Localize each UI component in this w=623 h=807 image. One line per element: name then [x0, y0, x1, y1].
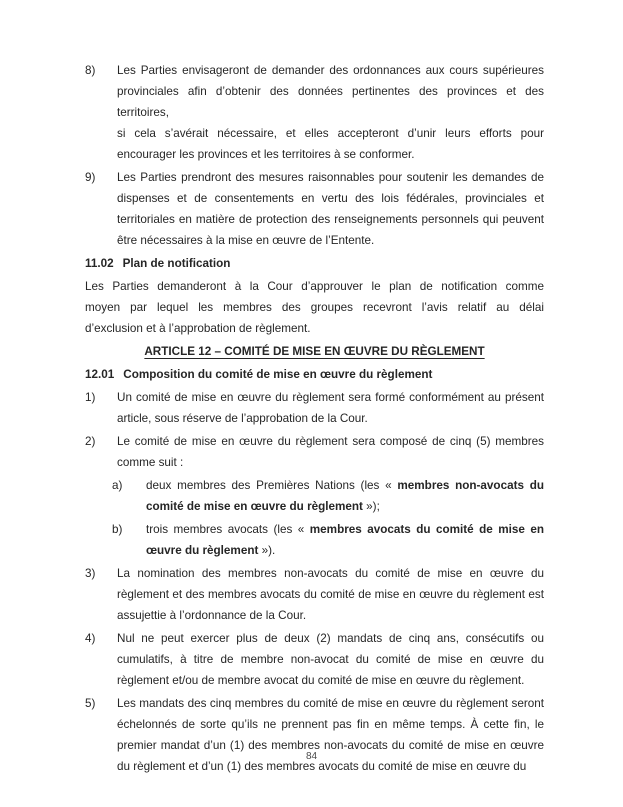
text-line: article, sous réserve de l’approbation de la Cour.: [117, 412, 368, 425]
text-line: provinciales afin d’obtenir des données pertinentes des provinces et des territoires,: [117, 85, 544, 119]
paragraph-11-02: [85, 276, 544, 339]
text-line: comité de mise en œuvre du règlement »);: [146, 500, 380, 513]
text-line: œuvre du règlement »).: [146, 544, 276, 557]
text-line: moyen par lequel les membres des groupes recevront l’avis relatif au délai: [85, 301, 544, 314]
text-line: Les Parties prendront des mesures raisonnables pour soutenir les demandes de: [117, 171, 544, 184]
text-line: Les Parties demanderont à la Cour d’approuver le plan de notification comme: [85, 280, 544, 293]
text-line: Nul ne peut exercer plus de deux (2) mandats de cinq ans, consécutifs ou: [117, 632, 544, 645]
list-item-text: [117, 387, 544, 429]
text-line: dispenses et de consentements en vertu des lois fédérales, provinciales et: [117, 192, 544, 205]
list-item-text: [117, 563, 544, 626]
sub-list-item-text: [146, 475, 544, 517]
section-heading-12-01: [85, 364, 544, 385]
sub-list-item-letter: a): [112, 479, 123, 492]
text-line: du règlement et d’un (1) des membres avocats du comité de mise en œuvre du: [117, 760, 527, 773]
text-line: cumulatifs, à titre de membre non-avocat du comité de mise en œuvre du: [117, 653, 544, 666]
page-number: 84: [305, 751, 318, 762]
text-line: Un comité de mise en œuvre du règlement sera formé conformément au présent: [117, 391, 544, 404]
text-line: Le comité de mise en œuvre du règlement sera composé de cinq (5) membres: [117, 435, 544, 448]
list-item-8: [85, 60, 544, 165]
list-item-number: 2): [85, 435, 96, 448]
section-number: 12.01: [85, 368, 115, 381]
text-line: trois membres avocats (les « membres avocats du comité de mise en: [146, 523, 544, 536]
text-line: premier mandat d’un (1) des membres non-avocats du comité de mise en œuvre: [117, 739, 544, 752]
list-item-number: 5): [85, 697, 96, 710]
text-line: territoriales en matière de protection des renseignements personnels qui peuvent: [117, 213, 544, 226]
text-line: assujettie à l’ordonnance de la Cour.: [117, 609, 307, 622]
text-line: règlement et des membres avocats du comité de mise en œuvre du règlement est: [117, 588, 544, 601]
text-line: Les mandats des cinq membres du comité de mise en œuvre du règlement seront: [117, 697, 544, 710]
sub-list-item-text: [146, 519, 544, 561]
bold-term: œuvre du règlement: [146, 544, 259, 557]
list-item-number: 8): [85, 64, 96, 77]
list-item-text: [117, 628, 544, 691]
bold-term: comité de mise en œuvre du règlement: [146, 500, 363, 513]
list-item-number: 9): [85, 171, 96, 184]
article-12-heading-text: ARTICLE 12 – COMITÉ DE MISE EN ŒUVRE DU RÈGLEMENT: [144, 345, 485, 358]
list-item-3: [85, 563, 544, 626]
section-number: 11.02: [85, 257, 114, 270]
list-item-5: [85, 693, 544, 777]
text-line: d’exclusion et à l’approbation de règlement.: [85, 322, 311, 335]
list-item-number: 4): [85, 632, 96, 645]
sub-list-item-letter: b): [112, 523, 123, 536]
text-line: deux membres des Premières Nations (les « membres non-avocats du: [146, 479, 544, 492]
text-line: encourager les provinces et les territoires à se conformer.: [117, 148, 415, 161]
text-line: règlement et/ou de membre avocat du comité de mise en œuvre du règlement.: [117, 674, 525, 687]
text-line: La nomination des membres non-avocats du comité de mise en œuvre du: [117, 567, 544, 580]
bold-term: membres non-avocats du: [397, 479, 544, 492]
list-item-text: [117, 431, 544, 473]
list-item-number: 1): [85, 391, 96, 404]
list-item-text: [117, 167, 544, 251]
list-item-text: [117, 693, 544, 777]
section-heading-11-02: [85, 253, 544, 274]
text-line: Les Parties envisageront de demander des ordonnances aux cours supérieures: [117, 64, 544, 77]
list-item-text: [117, 60, 544, 165]
text-line: comme suit :: [117, 456, 184, 469]
bold-term: membres avocats du comité de mise en: [309, 523, 544, 536]
text-line: échelonnés de sorte qu’ils ne prennent pas fin en même temps. À cette fin, le: [117, 718, 544, 731]
list-item-4: [85, 628, 544, 691]
document-content: [85, 60, 544, 779]
section-title: Plan de notification: [122, 257, 231, 270]
text-line: être nécessaires à la mise en œuvre de l’Entente.: [117, 234, 375, 247]
text-line: si cela s’avérait nécessaire, et elles accepteront d’unir leurs efforts pour: [117, 127, 544, 140]
list-item-9: [85, 167, 544, 251]
list-item-1: [85, 387, 544, 429]
article-12-heading: [85, 341, 544, 362]
section-title: Composition du comité de mise en œuvre du règlement: [123, 368, 433, 381]
list-item-2: [85, 431, 544, 473]
list-item-number: 3): [85, 567, 96, 580]
sub-list-item-a: [85, 475, 544, 517]
sub-list-item-b: [85, 519, 544, 561]
